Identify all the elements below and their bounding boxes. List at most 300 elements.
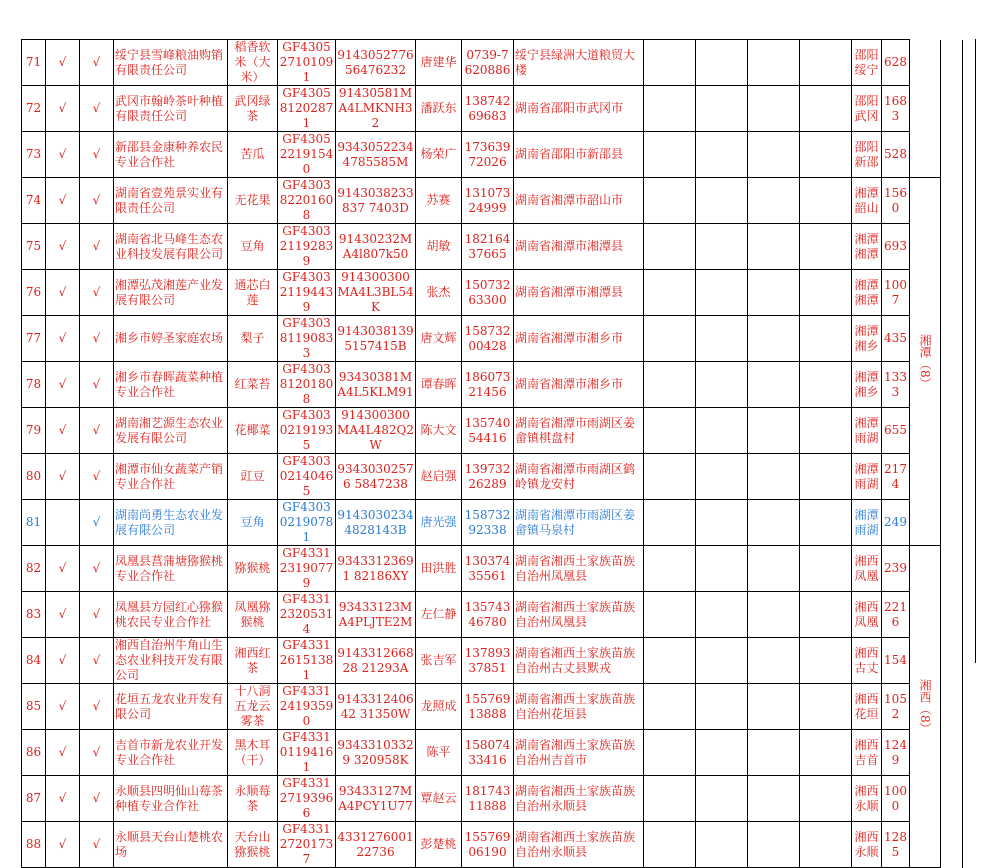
cell-count: 1052 (882, 684, 910, 730)
cell-addr: 湖南省湘潭市雨湖区鹤岭镇龙安村 (514, 454, 644, 500)
cell-phone: 13574346780 (462, 592, 514, 638)
cell-count: 1333 (882, 362, 910, 408)
cell-region: 湘西花垣 (852, 684, 882, 730)
cell-region: 湘潭湘潭 (852, 224, 882, 270)
cell-name: 湖南省北马峰生态农业科技发展有限公司 (114, 224, 228, 270)
cell-gf: GF430581202871 (278, 86, 336, 132)
cell-count: 1285 (882, 822, 910, 868)
cell-addr: 湖南省湘潭市湘潭县 (514, 270, 644, 316)
cell-edge (941, 270, 963, 316)
cell-region: 邵阳武冈 (852, 86, 882, 132)
table-row (22, 776, 963, 822)
cell-code: 914331240642 31350W (336, 684, 416, 730)
cell-code: 93430302576 5847238 (336, 454, 416, 500)
cell-name: 武冈市翰岭茶叶种植有限责任公司 (114, 86, 228, 132)
cell-code: 91430581MA4LMKNH32 (336, 86, 416, 132)
cell-empty (644, 730, 696, 776)
cell-edge (941, 40, 963, 86)
cell-name: 湘西自治州牛角山生态农业科技开发有限公司 (114, 638, 228, 684)
cell-c2: √ (80, 454, 114, 500)
cell-empty (644, 224, 696, 270)
cell-addr: 湖南省湘西土家族苗族自治州吉首市 (514, 730, 644, 776)
cell-product: 凤凰猕猴桃 (228, 592, 278, 638)
cell-edge (941, 178, 963, 224)
table-row (22, 638, 963, 684)
cell-empty (748, 454, 800, 500)
cell-empty (748, 684, 800, 730)
cell-empty (644, 270, 696, 316)
cell-contact: 唐光强 (416, 500, 462, 546)
cell-empty (748, 776, 800, 822)
table-row (22, 362, 963, 408)
cell-code: 93433123691 82186XY (336, 546, 416, 592)
cell-empty (696, 270, 748, 316)
cell-product: 稻香软米（大米） (228, 40, 278, 86)
cell-group-xiangtan: 湘潭（8） (910, 178, 941, 546)
cell-count: 655 (882, 408, 910, 454)
cell-product: 苦瓜 (228, 132, 278, 178)
cell-empty (696, 822, 748, 868)
cell-c2: √ (80, 546, 114, 592)
cell-empty (800, 638, 852, 684)
cell-contact: 张杰 (416, 270, 462, 316)
cell-product: 猕猴桃 (228, 546, 278, 592)
cell-no: 80 (22, 454, 46, 500)
cell-product: 十八洞五龙云雾茶 (228, 684, 278, 730)
cell-empty (800, 270, 852, 316)
cell-code: 9143038233837 7403D (336, 178, 416, 224)
cell-no: 82 (22, 546, 46, 592)
table-row (22, 454, 963, 500)
cell-empty (696, 500, 748, 546)
cell-name: 湘乡市春晖蔬菜种植专业合作社 (114, 362, 228, 408)
cell-addr: 湖南省湘潭市湘乡市 (514, 316, 644, 362)
cell-c2: √ (80, 776, 114, 822)
cell-code: 93430522344785585M (336, 132, 416, 178)
cell-c2: √ (80, 408, 114, 454)
cell-edge (941, 500, 963, 546)
cell-phone: 13789337851 (462, 638, 514, 684)
cell-count: 693 (882, 224, 910, 270)
cell-count: 2216 (882, 592, 910, 638)
cell-empty (696, 408, 748, 454)
cell-edge (941, 822, 963, 868)
cell-count: 528 (882, 132, 910, 178)
cell-group-shaoyang (910, 40, 941, 178)
cell-phone: 18216437665 (462, 224, 514, 270)
cell-c2: √ (80, 86, 114, 132)
table-row (22, 316, 963, 362)
cell-c1: √ (46, 638, 80, 684)
cell-region: 湘西凤凰 (852, 546, 882, 592)
cell-product: 豆角 (228, 500, 278, 546)
cell-c1: √ (46, 224, 80, 270)
cell-name: 湖南湘艺源生态农业发展有限公司 (114, 408, 228, 454)
cell-product: 黑木耳（干） (228, 730, 278, 776)
table-row (22, 132, 963, 178)
cell-phone: 17363972026 (462, 132, 514, 178)
cell-empty (748, 270, 800, 316)
cell-no: 87 (22, 776, 46, 822)
cell-empty (696, 454, 748, 500)
table-row (22, 178, 963, 224)
cell-phone: 13107324999 (462, 178, 514, 224)
cell-empty (800, 132, 852, 178)
cell-addr: 湖南省湘西土家族苗族自治州花垣县 (514, 684, 644, 730)
cell-product: 豆角 (228, 224, 278, 270)
cell-empty (800, 40, 852, 86)
cell-addr: 湖南省湘西土家族苗族自治州永顺县 (514, 822, 644, 868)
cell-addr: 湖南省湘潭市湘潭县 (514, 224, 644, 270)
cell-name: 凤凰县方园红心猕猴桃农民专业合作社 (114, 592, 228, 638)
table-row (22, 224, 963, 270)
cell-gf: GF433124193590 (278, 684, 336, 730)
cell-contact: 胡敏 (416, 224, 462, 270)
cell-empty (748, 822, 800, 868)
cell-empty (748, 316, 800, 362)
cell-contact: 潘跃东 (416, 86, 462, 132)
cell-empty (696, 592, 748, 638)
cell-contact: 苏赛 (416, 178, 462, 224)
table-right-edge (975, 39, 976, 663)
table-row (22, 40, 963, 86)
cell-no: 76 (22, 270, 46, 316)
cell-empty (696, 178, 748, 224)
cell-edge (941, 362, 963, 408)
cell-name: 新邵县金康种养农民专业合作社 (114, 132, 228, 178)
cell-empty (748, 132, 800, 178)
cell-empty (748, 40, 800, 86)
cell-edge (941, 592, 963, 638)
cell-c2: √ (80, 270, 114, 316)
cell-empty (696, 546, 748, 592)
cell-c1: √ (46, 592, 80, 638)
cell-empty (696, 86, 748, 132)
cell-empty (696, 638, 748, 684)
cell-gf: GF430381201808 (278, 362, 336, 408)
cell-region: 湘西古丈 (852, 638, 882, 684)
cell-empty (644, 40, 696, 86)
cell-phone: 18607321456 (462, 362, 514, 408)
cell-empty (696, 684, 748, 730)
cell-count: 1249 (882, 730, 910, 776)
cell-empty (748, 362, 800, 408)
cell-empty (800, 178, 852, 224)
cell-empty (748, 730, 800, 776)
cell-code: 91430232MA4l807k50 (336, 224, 416, 270)
cell-region: 邵阳绥宁 (852, 40, 882, 86)
cell-region: 湘潭雨湖 (852, 500, 882, 546)
cell-gf: GF433123205314 (278, 592, 336, 638)
cell-addr: 湖南省湘潭市韶山市 (514, 178, 644, 224)
cell-empty (748, 592, 800, 638)
cell-no: 77 (22, 316, 46, 362)
cell-empty (800, 86, 852, 132)
cell-product: 花椰菜 (228, 408, 278, 454)
cell-empty (748, 546, 800, 592)
cell-contact: 唐文辉 (416, 316, 462, 362)
cell-addr: 湖南省湘潭市雨湖区姜畲镇马泉村 (514, 500, 644, 546)
cell-code: 914305277656476232 (336, 40, 416, 86)
cell-no: 71 (22, 40, 46, 86)
cell-edge (941, 132, 963, 178)
cell-product: 通芯白莲 (228, 270, 278, 316)
cell-c2: √ (80, 822, 114, 868)
cell-c2: √ (80, 684, 114, 730)
cell-contact: 覃赵云 (416, 776, 462, 822)
cell-region: 湘潭韶山 (852, 178, 882, 224)
cell-c1: √ (46, 40, 80, 86)
cell-c1 (46, 500, 80, 546)
cell-code: 91430381395157415B (336, 316, 416, 362)
cell-empty (644, 362, 696, 408)
cell-product: 永顺莓茶 (228, 776, 278, 822)
cell-c1: √ (46, 822, 80, 868)
cell-edge (941, 86, 963, 132)
cell-name: 吉首市新龙农业开发专业合作社 (114, 730, 228, 776)
cell-c2: √ (80, 500, 114, 546)
cell-no: 73 (22, 132, 46, 178)
table-row (22, 500, 963, 546)
cell-code: 433127600122736 (336, 822, 416, 868)
cell-gf: GF430302140465 (278, 454, 336, 500)
cell-c2: √ (80, 638, 114, 684)
cell-count: 1560 (882, 178, 910, 224)
cell-phone: 15873200428 (462, 316, 514, 362)
cell-empty (800, 592, 852, 638)
cell-no: 85 (22, 684, 46, 730)
cell-empty (644, 500, 696, 546)
cell-name: 湘潭弘茂湘莲产业发展有限公司 (114, 270, 228, 316)
cell-empty (800, 500, 852, 546)
cell-empty (644, 132, 696, 178)
cell-no: 81 (22, 500, 46, 546)
cell-count: 2174 (882, 454, 910, 500)
cell-phone: 15576913888 (462, 684, 514, 730)
cell-gf: GF433123190779 (278, 546, 336, 592)
cell-phone: 13037435561 (462, 546, 514, 592)
cell-product: 无花果 (228, 178, 278, 224)
cell-count: 1007 (882, 270, 910, 316)
cell-gf: GF433127201737 (278, 822, 336, 868)
cell-code: 93430381MA4L5KLM91 (336, 362, 416, 408)
cell-code: 914331266828 21293A (336, 638, 416, 684)
cell-c2: √ (80, 178, 114, 224)
cell-no: 75 (22, 224, 46, 270)
cell-product: 红菜苔 (228, 362, 278, 408)
cell-code: 914300300MA4L482Q2W (337, 408, 414, 452)
cell-name: 绥宁县雪峰粮油购销有限责任公司 (114, 40, 228, 86)
cell-count: 1000 (882, 776, 910, 822)
cell-name: 湘乡市婷圣家庭农场 (114, 316, 228, 362)
cell-contact: 陈大文 (416, 408, 462, 454)
cell-count: 239 (882, 546, 910, 592)
cell-empty (800, 224, 852, 270)
table-body (22, 40, 963, 868)
cell-empty (644, 684, 696, 730)
cell-no: 84 (22, 638, 46, 684)
cell-c1: √ (46, 730, 80, 776)
cell-empty (644, 776, 696, 822)
cell-phone: 15073263300 (462, 270, 514, 316)
cell-c1: √ (46, 178, 80, 224)
table-row (22, 86, 963, 132)
cell-phone: 15576906190 (462, 822, 514, 868)
cell-no: 72 (22, 86, 46, 132)
cell-group-xiangxi: 湘西（8） (910, 546, 941, 868)
cell-gf: GF430522191540 (278, 132, 336, 178)
cell-empty (644, 408, 696, 454)
cell-empty (644, 546, 696, 592)
cell-contact: 杨荣广 (416, 132, 462, 178)
cell-phone: 15873292338 (462, 500, 514, 546)
cell-empty (748, 500, 800, 546)
cell-empty (748, 408, 800, 454)
cell-c1: √ (46, 408, 80, 454)
cell-no: 88 (22, 822, 46, 868)
cell-empty (644, 822, 696, 868)
cell-name: 湘潭市仙女蔬菜产销专业合作社 (114, 454, 228, 500)
cell-c1: √ (46, 362, 80, 408)
cell-addr: 湖南省湘潭市雨湖区姜畲镇棋盘村 (514, 408, 644, 454)
cell-product: 梨子 (228, 316, 278, 362)
cell-contact: 赵启强 (416, 454, 462, 500)
cell-product: 武冈绿茶 (228, 86, 278, 132)
cell-edge (941, 730, 963, 776)
cell-name: 永顺县天台山楚桃农场 (114, 822, 228, 868)
cell-gf: GF430321192839 (278, 224, 336, 270)
cell-no: 79 (22, 408, 46, 454)
cell-code: 93433103329 320958K (336, 730, 416, 776)
cell-c1: √ (46, 546, 80, 592)
cell-empty (696, 730, 748, 776)
cell-contact: 张吉军 (416, 638, 462, 684)
cell-product: 豇豆 (228, 454, 278, 500)
table-row (22, 270, 963, 316)
cell-name: 凤凰县菖蒲塘猕猴桃专业合作社 (114, 546, 228, 592)
cell-phone: 18174311888 (462, 776, 514, 822)
cell-addr: 湖南省湘潭市湘乡市 (514, 362, 644, 408)
cell-region: 湘西凤凰 (852, 592, 882, 638)
cell-phone: 13973226289 (462, 454, 514, 500)
cell-c1: √ (46, 86, 80, 132)
cell-name: 湖南尚勇生态农业发展有限公司 (114, 500, 228, 546)
cell-count: 154 (882, 638, 910, 684)
cell-addr: 绥宁县绿洲大道粮贸大楼 (514, 40, 644, 86)
cell-region: 湘潭湘乡 (852, 316, 882, 362)
cell-addr: 湖南省邵阳市新邵县 (514, 132, 644, 178)
cell-addr: 湖南省湘西土家族苗族自治州古丈县默戎 (514, 638, 644, 684)
cell-empty (696, 316, 748, 362)
cell-count: 435 (882, 316, 910, 362)
cell-gf: GF430381190833 (278, 316, 336, 362)
cell-contact: 龙照成 (416, 684, 462, 730)
cell-edge (941, 638, 963, 684)
cell-count: 249 (882, 500, 910, 546)
cell-contact: 谭春晖 (416, 362, 462, 408)
cell-c1: √ (46, 316, 80, 362)
table-row (22, 730, 963, 776)
table-row (22, 684, 963, 730)
cell-code: 93433123MA4PLJTE2M (336, 592, 416, 638)
cell-empty (800, 408, 852, 454)
cell-product: 湘西红茶 (228, 638, 278, 684)
cell-c2: √ (80, 224, 114, 270)
cell-region: 邵阳新邵 (852, 132, 882, 178)
cell-c2: √ (80, 730, 114, 776)
cell-name: 永顺县四明仙山莓茶种植专业合作社 (114, 776, 228, 822)
cell-c2: √ (80, 132, 114, 178)
cell-contact: 彭楚桃 (416, 822, 462, 868)
cell-name: 花垣五龙农业开发有限公司 (114, 684, 228, 730)
cell-empty (696, 132, 748, 178)
cell-empty (800, 454, 852, 500)
cell-no: 74 (22, 178, 46, 224)
cell-empty (696, 362, 748, 408)
cell-region: 湘西吉首 (852, 730, 882, 776)
cell-phone: 13574054416 (462, 408, 514, 454)
cell-region: 湘潭雨湖 (852, 454, 882, 500)
cell-edge (941, 224, 963, 270)
table-row (22, 592, 963, 638)
cell-gf: GF430302190781 (278, 500, 336, 546)
cell-empty (800, 730, 852, 776)
cell-gf: GF430527101091 (278, 40, 336, 86)
cell-c1: √ (46, 132, 80, 178)
cell-c1: √ (46, 776, 80, 822)
cell-edge (941, 546, 963, 592)
cell-count: 628 (882, 40, 910, 86)
cell-product: 天台山猕猴桃 (228, 822, 278, 868)
cell-gf: GF430382201608 (278, 178, 336, 224)
table-row (22, 546, 963, 592)
cell-phone: 15807433416 (462, 730, 514, 776)
cell-empty (696, 776, 748, 822)
cell-contact: 田洪胜 (416, 546, 462, 592)
cell-empty (800, 316, 852, 362)
cell-edge (941, 316, 963, 362)
cell-empty (748, 86, 800, 132)
cell-empty (644, 316, 696, 362)
cell-c2: √ (80, 40, 114, 86)
cell-code: 93433127MA4PCY1U77 (336, 776, 416, 822)
cell-empty (800, 822, 852, 868)
cell-region: 湘西永顺 (852, 822, 882, 868)
cell-empty (644, 592, 696, 638)
cell-gf: GF430302191935 (278, 408, 336, 454)
cell-gf: GF433126151381 (278, 638, 336, 684)
cell-phone: 13874269683 (462, 86, 514, 132)
table-row (22, 408, 963, 454)
cell-edge (941, 684, 963, 730)
cell-addr: 湖南省邵阳市武冈市 (514, 86, 644, 132)
cell-c1: √ (46, 270, 80, 316)
cell-empty (748, 178, 800, 224)
cell-empty (800, 362, 852, 408)
cell-empty (644, 178, 696, 224)
cell-code: 914300300MA4L3BL54K (337, 270, 414, 314)
cell-region: 湘潭湘乡 (852, 362, 882, 408)
cell-empty (800, 776, 852, 822)
cell-edge (941, 776, 963, 822)
table-row (22, 822, 963, 868)
cell-gf: GF433101194161 (278, 730, 336, 776)
cell-edge (941, 408, 963, 454)
cell-no: 78 (22, 362, 46, 408)
cell-contact: 左仁静 (416, 592, 462, 638)
cell-count: 1683 (882, 86, 910, 132)
cell-empty (748, 638, 800, 684)
